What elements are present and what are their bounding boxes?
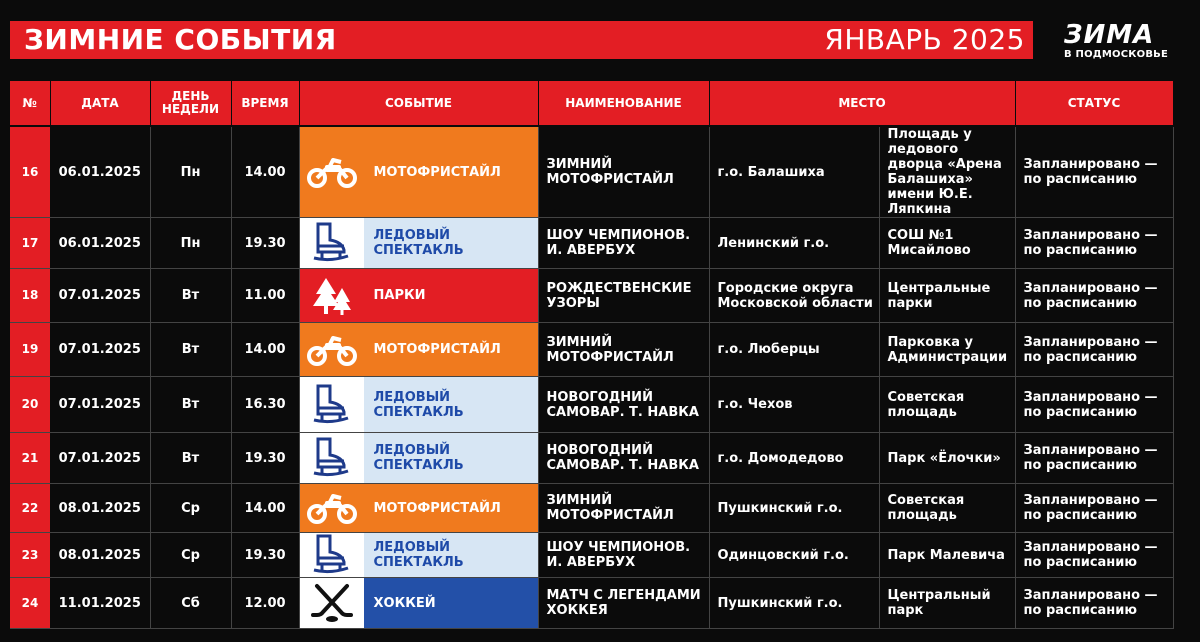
row-date: 07.01.2025 [50, 269, 150, 323]
row-status: Запланировано — по расписанию [1015, 269, 1173, 323]
skate-icon [300, 533, 364, 577]
row-venue: СОШ №1 Мисайлово [879, 218, 1015, 269]
row-event [299, 218, 538, 269]
row-time: 12.00 [231, 578, 299, 629]
events-table [10, 81, 1174, 629]
trees-icon [300, 269, 364, 322]
row-date: 07.01.2025 [50, 323, 150, 377]
row-event [299, 484, 538, 533]
col-date: ДАТА [50, 81, 150, 126]
table-row [10, 323, 1173, 377]
title-bar [10, 21, 1033, 59]
row-time: 19.30 [231, 533, 299, 578]
row-event [299, 269, 538, 323]
row-status: Запланировано — по расписанию [1015, 433, 1173, 484]
row-event [299, 377, 538, 433]
row-time: 14.00 [231, 323, 299, 377]
table-header-row [10, 81, 1173, 126]
row-venue: Парк «Ёлочки» [879, 433, 1015, 484]
row-weekday: Пн [150, 126, 231, 218]
row-time: 14.00 [231, 484, 299, 533]
table-row [10, 269, 1173, 323]
event-label: ПАРКИ [373, 288, 426, 303]
row-venue: Парковка у Администрации [879, 323, 1015, 377]
table-row [10, 126, 1173, 218]
row-status: Запланировано — по расписанию [1015, 484, 1173, 533]
row-area: Городские округа Московской области [709, 269, 879, 323]
col-status: СТАТУС [1015, 81, 1173, 126]
row-date: 06.01.2025 [50, 218, 150, 269]
event-label: МОТОФРИСТАЙЛ [373, 164, 501, 180]
page-title: ЗИМНИЕ СОБЫТИЯ [24, 23, 337, 56]
table-row [10, 578, 1173, 629]
row-area: Одинцовский г.о. [709, 533, 879, 578]
motorcycle-icon [300, 134, 364, 211]
row-weekday: Вт [150, 433, 231, 484]
table-row [10, 218, 1173, 269]
row-number: 24 [10, 578, 50, 629]
row-area: г.о. Домодедово [709, 433, 879, 484]
table-row [10, 484, 1173, 533]
row-time: 19.30 [231, 433, 299, 484]
row-number: 18 [10, 269, 50, 323]
table-row [10, 533, 1173, 578]
row-event [299, 126, 538, 218]
row-number: 22 [10, 484, 50, 533]
row-status: Запланировано — по расписанию [1015, 126, 1173, 218]
col-place: МЕСТО [709, 81, 1015, 126]
motorcycle-icon [300, 484, 364, 532]
row-venue: Советская площадь [879, 484, 1015, 533]
row-weekday: Пн [150, 218, 231, 269]
row-time: 19.30 [231, 218, 299, 269]
motorcycle-icon [300, 323, 364, 376]
skate-icon [300, 218, 364, 268]
row-venue: Парк Малевича [879, 533, 1015, 578]
col-num: № [10, 81, 50, 126]
row-status: Запланировано — по расписанию [1015, 218, 1173, 269]
row-weekday: Сб [150, 578, 231, 629]
month-label: ЯНВАРЬ 2025 [824, 23, 1025, 56]
row-area: Пушкинский г.о. [709, 484, 879, 533]
row-number: 23 [10, 533, 50, 578]
row-date: 08.01.2025 [50, 533, 150, 578]
row-time: 11.00 [231, 269, 299, 323]
row-number: 21 [10, 433, 50, 484]
event-label: ЛЕДОВЫЙ СПЕКТАКЛЬ [373, 228, 464, 258]
row-area: г.о. Балашиха [709, 126, 879, 218]
table-row [10, 377, 1173, 433]
row-weekday: Ср [150, 533, 231, 578]
row-venue: Центральные парки [879, 269, 1015, 323]
event-label: МОТОФРИСТАЙЛ [373, 500, 501, 516]
skate-icon [300, 433, 364, 483]
row-weekday: Вт [150, 323, 231, 377]
logo-sub-text: В ПОДМОСКОВЬЕ [1064, 49, 1169, 60]
row-status: Запланировано — по расписанию [1015, 323, 1173, 377]
row-status: Запланировано — по расписанию [1015, 377, 1173, 433]
row-name: ЗИМНИЙ МОТОФРИСТАЙЛ [538, 323, 709, 377]
hockey-sticks-icon [300, 578, 364, 628]
row-name: НОВОГОДНИЙ САМОВАР. Т. НАВКА [538, 377, 709, 433]
col-name: НАИМЕНОВАНИЕ [538, 81, 709, 126]
row-area: г.о. Чехов [709, 377, 879, 433]
row-name: ЗИМНИЙ МОТОФРИСТАЙЛ [538, 126, 709, 218]
row-status: Запланировано — по расписанию [1015, 578, 1173, 629]
row-name: РОЖДЕСТВЕНСКИЕ УЗОРЫ [538, 269, 709, 323]
row-time: 16.30 [231, 377, 299, 433]
row-area: Ленинский г.о. [709, 218, 879, 269]
row-name: МАТЧ С ЛЕГЕНДАМИ ХОККЕЯ [538, 578, 709, 629]
row-name: ЗИМНИЙ МОТОФРИСТАЙЛ [538, 484, 709, 533]
row-date: 06.01.2025 [50, 126, 150, 218]
row-name: ШОУ ЧЕМПИОНОВ. И. АВЕРБУХ [538, 218, 709, 269]
event-label: МОТОФРИСТАЙЛ [373, 342, 501, 357]
row-number: 16 [10, 126, 50, 218]
event-label: ЛЕДОВЫЙ СПЕКТАКЛЬ [373, 389, 464, 420]
event-label: ЛЕДОВЫЙ СПЕКТАКЛЬ [373, 443, 464, 473]
row-event [299, 433, 538, 484]
col-weekday: ДЕНЬ НЕДЕЛИ [150, 81, 231, 126]
col-time: ВРЕМЯ [231, 81, 299, 126]
row-number: 20 [10, 377, 50, 433]
row-venue: Центральный парк [879, 578, 1015, 629]
row-time: 14.00 [231, 126, 299, 218]
row-number: 17 [10, 218, 50, 269]
row-venue: Площадь у ледового дворца «Арена Балашиха» имени Ю.Е. Ляпкина [879, 126, 1015, 218]
row-area: Пушкинский г.о. [709, 578, 879, 629]
row-event [299, 533, 538, 578]
row-weekday: Вт [150, 269, 231, 323]
row-date: 07.01.2025 [50, 377, 150, 433]
skate-icon [300, 377, 364, 432]
row-name: ШОУ ЧЕМПИОНОВ. И. АВЕРБУХ [538, 533, 709, 578]
event-label: ЛЕДОВЫЙ СПЕКТАКЛЬ [373, 540, 464, 570]
row-weekday: Вт [150, 377, 231, 433]
logo [1064, 22, 1174, 62]
row-venue: Советская площадь [879, 377, 1015, 433]
row-name: НОВОГОДНИЙ САМОВАР. Т. НАВКА [538, 433, 709, 484]
row-date: 11.01.2025 [50, 578, 150, 629]
table-row [10, 433, 1173, 484]
row-area: г.о. Люберцы [709, 323, 879, 377]
col-event: СОБЫТИЕ [299, 81, 538, 126]
logo-main-text: ЗИМА [1064, 20, 1155, 50]
row-date: 07.01.2025 [50, 433, 150, 484]
event-label: ХОККЕЙ [373, 595, 436, 611]
row-weekday: Ср [150, 484, 231, 533]
row-event [299, 578, 538, 629]
row-status: Запланировано — по расписанию [1015, 533, 1173, 578]
row-event [299, 323, 538, 377]
row-date: 08.01.2025 [50, 484, 150, 533]
row-number: 19 [10, 323, 50, 377]
